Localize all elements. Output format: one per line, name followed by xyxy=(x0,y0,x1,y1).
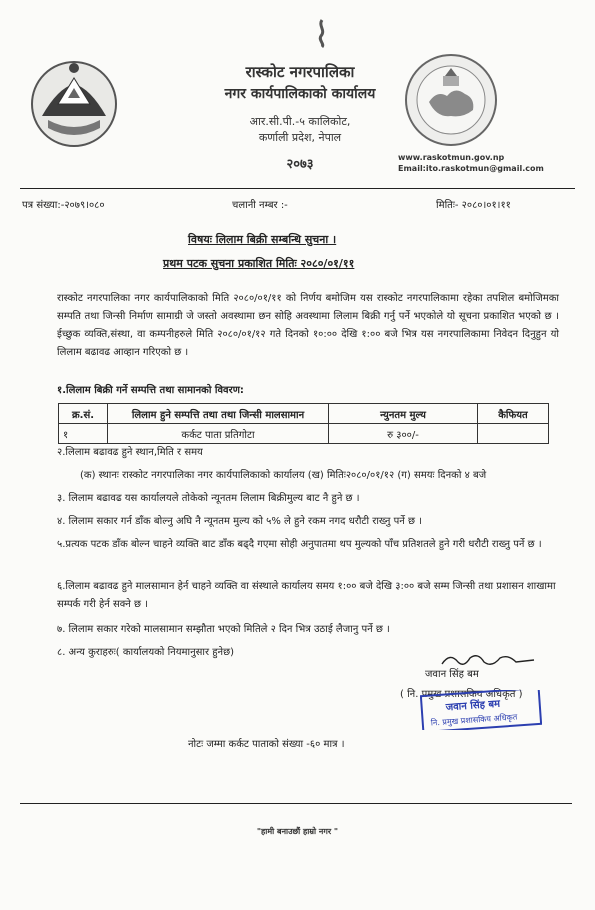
established-year: २०७३ xyxy=(286,157,314,172)
notice-paragraph: रास्कोट नगरपालिका नगर कार्यपालिकाको मिति २०८०/०१/११ को निर्णय बमोजिम यस रास्कोट नगरपालिकामा रहेका तपशिल बमोजिमका सम्पति तथा जिन्सी निर्माण सामाग्री जे जस्तो अवस्थामा छन सोहि अवस्थामा लिलाम बिक्री गर्नु पर्ने भएकोले यो सूचना प्रकाशित भएको छ । ईच्छुक व्यक्ति,संस्था, वा कम्पनीहरुले मिति २०८०/०१/१२ गते दिनको १०:०० देखि १:०० बजे भित्र यस नगरपालिकामा निवेदन दिनुहुन यो लिलाम बढावढ आव्हान गरिएको छ । xyxy=(57,293,559,358)
signatory-name: जवान सिंह बम xyxy=(425,669,479,680)
item-3: ३. लिलाम बढावढ यस कार्यालयले तोकेको न्यूनतम लिलाम बिक्रीमुल्य बाट नै हुने छ । xyxy=(57,493,360,504)
signatory-post: ( नि. प्रमुख प्रशासकिय अधिकृत ) xyxy=(400,689,523,700)
col-serial: क्र.सं. xyxy=(59,404,108,424)
address-line-2: कर्णाली प्रदेश, नेपाल xyxy=(258,131,342,144)
cell-min-price: रु ३००/- xyxy=(329,424,478,444)
table-row xyxy=(59,424,549,444)
item-6: ६.लिलाम बढावढ हुने मालसामान हेर्न चाहने व्यक्ति वा संस्थाले कार्यालय समय १:०० बजे देखि ३:०० बजे सम्म जिन्सी तथा प्रशासन शाखामा सम्पर्क गरी हेर्न सक्ने छ । xyxy=(57,581,556,610)
note-text: नोटः जम्मा कर्कट पाताको संख्या -६० मात्र । xyxy=(188,739,345,750)
letter-date: मितिः- २०८०।०१।११ xyxy=(436,200,511,211)
cell-serial: १ xyxy=(59,424,108,444)
subject-line: विषयः लिलाम बिक्री सम्बन्धि सुचना । xyxy=(188,233,337,246)
col-item: लिलाम हुने सम्पत्ति तथा तथा जिन्सी मालसामान xyxy=(108,404,329,424)
government-emblem-icon xyxy=(28,58,120,150)
item-2: २.लिलाम बढावढ हुने स्थान,मिति र समय xyxy=(57,447,203,458)
email-text[interactable]: Email:ito.raskotmun@gmail.com xyxy=(398,164,544,173)
footer-divider xyxy=(20,803,572,804)
item-2a: (क) स्थानः रास्कोट नगरपालिका नगर कार्यपालिकाको कार्यालय (ख) मितिः२०८०/०१/१२ (ग) समयः दिनको ४ बजे xyxy=(80,470,487,481)
contact-info xyxy=(398,152,544,174)
cell-item: कर्कट पाता प्रतिगोटा xyxy=(108,424,329,444)
municipality-logo-icon xyxy=(403,52,499,148)
col-min-price: न्युनतम मुल्य xyxy=(329,404,478,424)
municipality-name: रास्कोट नगरपालिका xyxy=(245,63,355,81)
cell-remarks xyxy=(478,424,549,444)
office-name: नगर कार्यपालिकाको कार्यालय xyxy=(224,86,376,102)
stamp-name: जवान सिंह बम xyxy=(445,698,501,714)
footer-slogan: "हामी बनाउछौं हाम्रो नगर " xyxy=(256,827,339,836)
stamp-post: नि. प्रमुख प्रशासकिय अधिकृत xyxy=(430,712,518,728)
auction-items-table xyxy=(58,403,549,444)
section-heading: १.लिलाम बिक्री गर्ने सम्पत्ति तथा सामानको विवरण: xyxy=(57,385,244,396)
item-4: ४. लिलाम सकार गर्न डाँक बोल्नु अघि नै न्यूनतम मुल्य को ५% ले हुने रकम नगद धरौटी राख्नु पर्ने छ । xyxy=(57,516,422,527)
punch-mark xyxy=(316,18,328,48)
website-link[interactable]: www.raskotmun.gov.np xyxy=(398,153,505,162)
dispatch-number: चलानी नम्बर :- xyxy=(232,200,288,211)
table-header-row xyxy=(59,404,549,424)
publication-date: प्रथम पटक सुचना प्रकाशित मितिः २०८०/०१/११ xyxy=(163,257,355,270)
header-divider xyxy=(20,188,575,189)
item-7: ७. लिलाम सकार गरेको मालसामान सम्झौता भएको मितिले २ दिन भित्र उठाई लैजानु पर्ने छ । xyxy=(57,624,390,635)
item-8: ८. अन्य कुराहरुः( कार्यालयको नियमानुसार हुनेछ) xyxy=(57,647,235,658)
col-remarks: कैफियत xyxy=(478,404,549,424)
official-stamp-icon xyxy=(420,690,542,730)
letter-number: पत्र संख्या:-२०७९।०८० xyxy=(22,200,105,211)
item-5: ५.प्रत्यक पटक डाँक बोल्न चाहने व्यक्ति बाट डाँक बढ्दै गएमा सोही अनुपातमा थप मुल्यको पाँच प्रतिशतले हुने गरी धरौटी राख्नु पर्ने छ । xyxy=(57,539,542,550)
address-line-1: आर.सी.पी.-५ कालिकोट, xyxy=(249,115,351,128)
